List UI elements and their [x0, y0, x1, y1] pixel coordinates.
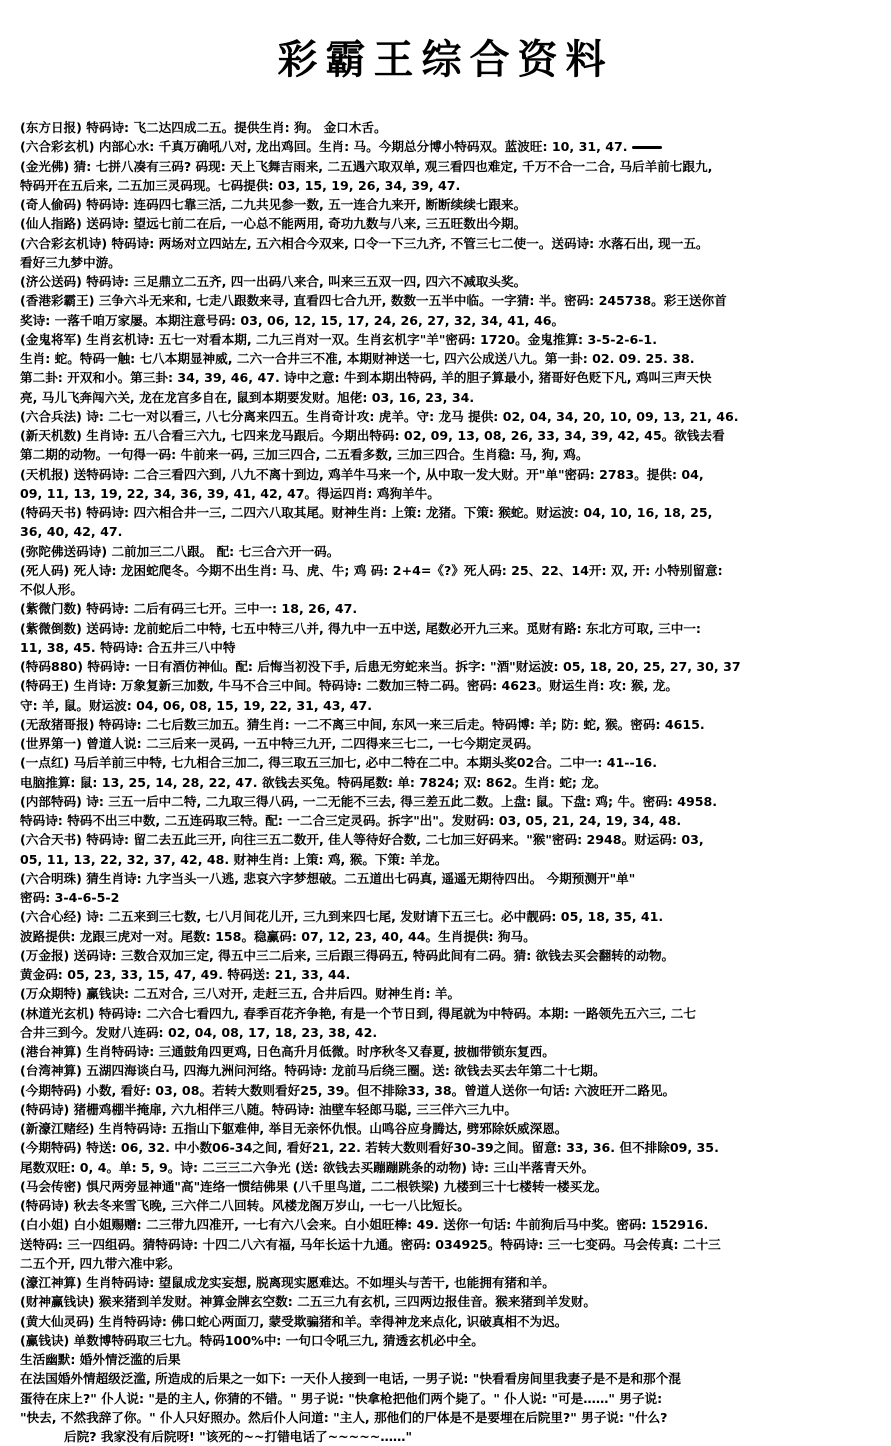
- text-line: (一点红) 马后羊前三中特, 七九相合三加二, 得三取五三加七, 必中二特在二中。本期头奖02合。二中一: 41--16.: [20, 755, 657, 771]
- text-line: (六合彩玄机诗) 特码诗: 两场对立四站左, 五六相合今双来, 口令一下三九齐, 不管三七二使一。送码诗: 水落石出, 现一五。: [20, 235, 709, 251]
- text-line: (六合天书) 特码诗: 留二去五此三开, 向往三五二数开, 佳人等待好合数, 二七加三好码来。"猴"密码: 2948。财运码: 03,: [20, 832, 704, 848]
- text-line: (今期特码) 小数, 看好: 03, 08。若转大数则看好25, 39。但不排除33, 38。曾道人送你一句话: 六波旺开二路见。: [20, 1082, 676, 1098]
- text-line: (特码诗) 秋去冬来雪飞晚, 三六伴二八回转。风楼龙阁万岁山, 一七一八比短长。: [20, 1198, 470, 1213]
- text-line: 奖诗: 一落千咱万家屡。本期注意号码: 03, 06, 12, 15, 17, 24, 26, 27, 32, 34, 41, 46。: [20, 312, 565, 328]
- text-line: 生活幽默: 婚外情泛滥的后果: [20, 1352, 181, 1367]
- text-line: (特码诗) 猪栅鸡棚半掩扉, 六九相伴三八随。特码诗: 油壁车轻郎马聪, 三三伴六三九中。: [20, 1101, 518, 1117]
- text-line: (六合心经) 诗: 二五来到三七数, 七八月间花儿开, 三九到来四七尾, 发财请下五三七。必中靓码: 05, 18, 35, 41.: [20, 909, 664, 925]
- text-line: (六合彩玄机) 内部心水: 千真万确吼八对, 龙出鸡回。生肖: 马。今期总分博小特码双。蓝波旺: 10, 31, 47.: [20, 137, 882, 156]
- text-line: (弥陀佛送码诗) 二前加三二八跟。 配: 七三合六开一码。: [20, 543, 340, 559]
- text-line: 密码: 3-4-6-5-2: [20, 890, 120, 905]
- text-line: 不似人形。: [20, 582, 83, 597]
- text-line: (财神赢钱诀) 猴来猪到羊发财。神算金牌玄空数: 二五三九有玄机, 三四两边报佳音。猴来猪到羊发财。: [20, 1294, 597, 1310]
- text-line: (今期特码) 特送: 06, 32. 中小数06-34之间, 看好21, 22. 若转大数则看好30-39之间。留意: 33, 36. 但不排除09, 35.: [20, 1140, 719, 1156]
- page-title: 彩霸王综合资料: [277, 36, 614, 83]
- text-line: (台湾神算) 五湖四海谈白马, 四海九洲问河络。特码诗: 龙前马后绕三圈。送: 欲钱去买去年第二十七期。: [20, 1063, 606, 1079]
- text-line: (万金报) 送码诗: 三数合双加三定, 得五中三二后来, 三后跟三得码五, 特码此间有二码。猜: 欲钱去买会翻转的动物。: [20, 947, 675, 963]
- text-line: (特码880) 特码诗: 一日有酒仿神仙。配: 后悔当初没下手, 后患无穷蛇来当。拆字: "酒"财运波: 05, 18, 20, 25, 27, 30, 37: [20, 659, 741, 674]
- text-line: (紫微门数) 特码诗: 二后有码三七开。三中一: 18, 26, 47.: [20, 601, 358, 617]
- text-line: 05, 11, 13, 22, 32, 37, 42, 48. 财神生肖: 上策: 鸡, 猴。下策: 羊龙。: [20, 851, 448, 867]
- text-line: (东方日报) 特码诗: 飞二达四成二五。提供生肖: 狗。 金口木舌。: [20, 120, 387, 135]
- text-line: (濠江神算) 生肖特码诗: 望鼠成龙实妄想, 脱离现实愿难达。不如埋头与苦干, 也能拥有猪和羊。: [20, 1275, 555, 1290]
- text-line: (黄大仙灵码) 生肖特码诗: 佛口蛇心两面刀, 蒙受欺骗猪和羊。幸得神龙来点化, 识破真相不为迟。: [20, 1313, 568, 1329]
- text-line: 特码诗: 特码不出三中数, 二五连码取三特。配: 一二合三定灵码。拆字"出"。发财码: 03, 05, 21, 24, 19, 34, 48.: [20, 813, 682, 828]
- text-line: 11, 38, 45. 特码诗: 合五井三八中特: [20, 639, 236, 655]
- text-line: 守: 羊, 鼠。财运波: 04, 06, 08, 15, 19, 22, 31, 43, 47.: [20, 697, 373, 713]
- text-line: 电脑推算: 鼠: 13, 25, 14, 28, 22, 47. 欲钱去买兔。特码尾数: 单: 7824; 双: 862。生肖: 蛇; 龙。: [20, 774, 607, 790]
- text-line: (紫微倒数) 送码诗: 龙前蛇后二中特, 七五中特三八并, 得九中一五中送, 尾数必开九三来。觅财有路: 东北方可取, 三中一:: [20, 620, 701, 636]
- text-line: 波路提供: 龙跟三虎对一对。尾数: 158。稳赢码: 07, 12, 23, 40, 44。生肖提供: 狗马。: [20, 928, 536, 944]
- text-line: (济公送码) 特码诗: 三足鼎立二五齐, 四一出码八来合, 叫来三五双一四, 四六不减取头奖。: [20, 274, 527, 289]
- text-line: 送特码: 三一四组码。猜特码诗: 十四二八六有福, 马年长运十九通。密码: 034925。特码诗: 三一七变码。马会传真: 二十三: [20, 1236, 721, 1252]
- text-line: 后院? 我家没有后院呀! "该死的~~打错电话了~~~~~……": [64, 1429, 413, 1444]
- text-line: (天机报) 送特码诗: 二合三看四六到, 八九不离十到边, 鸡羊牛马来一个, 从中取一发大财。开"单"密码: 2783。提供: 04,: [20, 466, 704, 482]
- text-line: "快去, 不然我辞了你。" 仆人只好照办。然后仆人问道: "主人, 那他们的尸体是不是要埋在后院里?" 男子说: "什么?: [20, 1409, 668, 1425]
- text-line: 第二卦: 开双和小。第三卦: 34, 39, 46, 47. 诗中之意: 牛到本期出特码, 羊的胆子算最小, 猪哥好色贬下凡, 鸡叫三声天快: [20, 370, 712, 386]
- text-line: 二五个开, 四九带六准中彩。: [20, 1255, 181, 1271]
- text-line: (六合明珠) 猜生肖诗: 九字当头一八逃, 悲哀六字梦想破。二五道出七码真, 遥遥无期待四出。 今期预测开"单": [20, 870, 636, 886]
- text-line: (新天机数) 生肖诗: 五八合看三六九, 七四来龙马跟后。今期出特码: 02, 09, 13, 08, 26, 33, 34, 39, 42, 45。欲钱去看: [20, 428, 725, 443]
- text-line: (奇人偷码) 特码诗: 连码四七靠三活, 二九共见参一数, 五一连合九来开, 断断续续七跟来。: [20, 197, 527, 212]
- text-body: [20, 118, 882, 1446]
- text-line: 黄金码: 05, 23, 33, 15, 47, 49. 特码送: 21, 33, 44.: [20, 967, 351, 982]
- text-line: 亮, 马儿飞奔闯六关, 龙在龙宫多自在, 鼠到本期要发财。旭佬: 03, 16, 23, 34.: [20, 389, 475, 405]
- text-line: (万众期特) 赢钱诀: 二五对合, 三八对开, 走赶三五, 合井后四。财神生肖: 羊。: [20, 986, 461, 1002]
- text-line: (白小姐) 白小姐赐赠: 二三带九四准开, 一七有六八会来。白小姐旺棒: 49. 送你一句话: 牛前狗后马中奖。密码: 152916.: [20, 1217, 709, 1233]
- text-line: 第二期的动物。一句得一码: 牛前来一码, 三加三四合, 二五看多数, 三加三四合。生肖稳: 马, 狗, 鸡。: [20, 447, 589, 463]
- text-line: 特码开在五后来, 二五加三灵码现。七码提供: 03, 15, 19, 26, 34, 39, 47.: [20, 177, 461, 193]
- text-line: (内部特码) 诗: 三五一后中二特, 二九取三得八码, 一二无能不三去, 得三差五此二数。上盘: 鼠。下盘: 鸡; 牛。密码: 4958.: [20, 793, 718, 809]
- text-line: (金光佛) 猜: 七拼八凑有三码? 码现: 天上飞舞吉雨来, 二五遇六取双单, 观三看四也难定, 千万不合一二合, 马后羊前七跟九,: [20, 158, 713, 174]
- text-line: (金鬼将军) 生肖玄机诗: 五七一对看本期, 二九三肖对一双。生肖玄机字"羊"密码: 1720。金鬼推算: 3-5-2-6-1.: [20, 331, 657, 347]
- text-line: (新濠江赌经) 生肖特码诗: 五指山下躯难伸, 举目无亲怀仇恨。山鸣谷应身腾达, 劈邪除妖威深恩。: [20, 1121, 568, 1136]
- text-line: (林道光玄机) 特码诗: 二六合七看四九, 春季百花齐争艳, 有是一个节日到, 得尾就为中特码。本期: 一路领先五六三, 二七: [20, 1005, 696, 1021]
- text-line: (无敌猪哥报) 特码诗: 二七后数三加五。猜生肖: 一二不离三中间, 东风一来三后走。特码博: 羊; 防: 蛇, 猴。密码: 4615.: [20, 716, 705, 732]
- text-line: 蛋待在床上?" 仆人说: "是的主人, 你猜的不错。" 男子说: "快拿枪把他们两个毙了。" 仆人说: "可是……" 男子说:: [20, 1390, 663, 1406]
- text-line: 看好三九梦中游。: [20, 254, 121, 270]
- text-line: (死人码) 死人诗: 龙困蛇爬冬。今期不出生肖: 马、虎、牛; 鸡 码: 2+4=《?》死人码: 25、22、14开: 双, 开: 小特别留意:: [20, 562, 723, 578]
- text-line: (六合兵法) 诗: 二七一对以看三, 八七分离来四五。生肖奇计攻: 虎羊。守: 龙马 提供: 02, 04, 34, 20, 10, 09, 13, 21, 46.: [20, 408, 739, 424]
- text-line: (特码天书) 特码诗: 四六相合井一三, 二四六八取其尾。财神生肖: 上策: 龙猪。下策: 猴蛇。财运波: 04, 10, 16, 18, 25,: [20, 505, 713, 520]
- text-line: (赢钱诀) 单数博特码取三七九。特码100%中: 一句口令吼三九, 猜透玄机必中全。: [20, 1332, 484, 1348]
- text-line: 在法国婚外情超级泛滥, 所造成的后果之一如下: 一天仆人接到一电话, 一男子说: "快看看房间里我妻子是不是和那个混: [20, 1371, 681, 1387]
- text-line: (港台神算) 生肖特码诗: 三通鼓角四更鸡, 日色高升月低微。时序秋冬又春夏, 披枷带锁东复西。: [20, 1044, 555, 1059]
- swoosh-mark: [632, 146, 662, 149]
- text-line: (世界第一) 曾道人说: 二三后来一灵码, 一五中特三九开, 二四得来三七二, 一七今期定灵码。: [20, 736, 539, 751]
- text-line: (香港彩霸王) 三争六斗无来和, 七走八跟数来寻, 直看四七合九开, 数数一五半中临。一字猜: 半。密码: 245738。彩王送你首: [20, 293, 727, 309]
- text-line: (马会传密) 惧尺两旁显神通"高"连络一惯结佛果 (八千里鸟道, 二二根铁梁) 九楼到三十七楼转一楼买龙。: [20, 1178, 608, 1194]
- text-line: (仙人指路) 送码诗: 望远七前二在后, 一心总不能两用, 奇功九数与八来, 三五旺数出今期。: [20, 216, 527, 232]
- text-line: 36, 40, 42, 47.: [20, 524, 123, 540]
- text-line: 生肖: 蛇。特码一触: 七八本期显神威, 二六一合井三不准, 本期财神送一七, 四六公成送八九。第一卦: 02. 09. 25. 38.: [20, 351, 695, 366]
- text-line: 09, 11, 13, 19, 22, 34, 36, 39, 41, 42, 47。得运四肖: 鸡狗羊牛。: [20, 485, 440, 501]
- text-line: (特码王) 生肖诗: 万象复新三加数, 牛马不合三中间。特码诗: 二数加三特二码。密码: 4623。财运生肖: 攻: 猴, 龙。: [20, 678, 678, 694]
- text-line: 合井三到今。发财八连码: 02, 04, 08, 17, 18, 23, 38, 42.: [20, 1024, 378, 1040]
- text-line: 尾数双旺: 0, 4。单: 5, 9。诗: 二三三二六争光 (送: 欲钱去买蹦蹦跳条的动物) 诗: 三山半落青天外。: [20, 1159, 595, 1175]
